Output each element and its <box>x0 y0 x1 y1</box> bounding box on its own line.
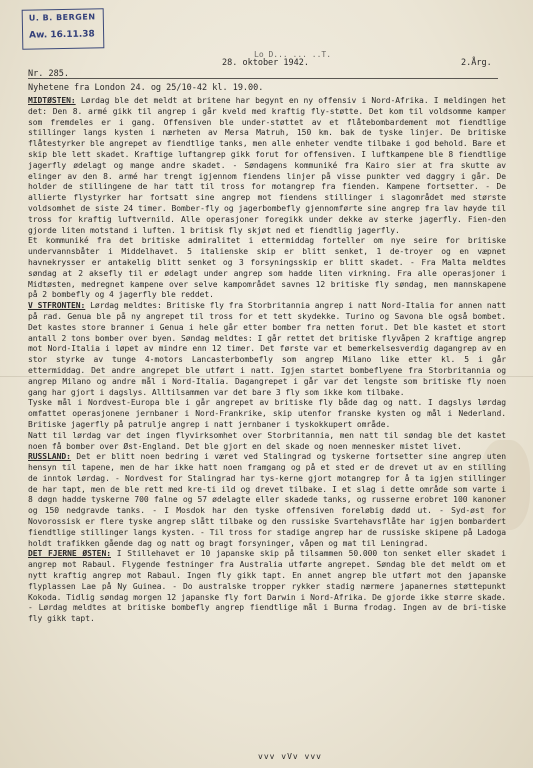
stamp-line-2: Aw. 16.11.38 <box>29 29 95 41</box>
issue-number: Nr. 285. <box>28 69 69 79</box>
closing-mark: vvv vVv vvv <box>258 752 322 761</box>
masthead-faint: Lo D... ... ..T. <box>254 50 332 59</box>
section-title: DET FJERNE ØSTEN: <box>28 549 111 559</box>
section-text: Tyske mål i Nordvest-Europa ble i går angrepet av britiske fly både dag og natt. I dagslys lørdag omfattet operasjonene jernbaner i Nord-Frankrike, skip utenfor franske kysten og mål i Nederland. Britiske jagerfly på patrulje angrep i natt jernbaner i tyskokkupert område. <box>28 398 506 429</box>
section-paragraph <box>28 549 506 625</box>
section-paragraph <box>28 301 506 398</box>
section-title: RUSSLAND: <box>28 452 71 462</box>
section-text: Lørdag meldtes: Britiske fly fra Storbritannia angrep i natt Nord-Italia for annen natt på rad. Genua ble på ny angrepet til tross for et tett skydekke. Turino og Savona ble også bombet. Det kastes store branner i Genua i hele går etter bomber fra netten forut. Det ble kastet et stort antall 2 tons bomber over byen. Søndag meldtes: I går rettet det britiske flyvåpen 2 kraftige angrep mot Nord-Italia i løpet av mindre enn 12 timer. Det første var et bemerkelsesverdig dagangrep av en stor styrke av tunge 4-motors Lancasterbombefly som angrep Milano like etter kl. 5 i går ettermiddag. Det andre angrepet ble utført i natt. Igjen startet bombeflyene fra Storbritannia og angrep Milano og andre mål i Nord-Italia. Dagangrepet i går var det lengste som britiske fly noen gang har gjort i dagslys. Alltilsammen var det bare 3 fly som ikke kom tilbake. <box>28 301 506 397</box>
section-text: Det er blitt noen bedring i været ved Stalingrad og tyskerne fortsetter sine angrep uten hensyn til tapene, men de har ikke hatt noen framgang og på et sted er de drevet ut av en stilling de inntok lørdag. - Nordvest for Stalingrad har tys-kerne gjort motangrep for å ta igjen stillinger de har tapt, men de ble rett med kre-ti ild og drevet tilbake. I et slag i dette område som varte i 8 døgn hadde tyskerne 700 falne og 57 ødelagte eller skadede tanks, og russerne erobret 100 kanoner og 150 nedgravde tanks. - I Mosdok har den tyske offensiven foreløbig dødd ut. - Syd-øst for Novorossisk er flere tyske angrep slått tilbake og den russiske Svartehavsflåte har igjen bombardert fiendtlige stillinger langs kysten. - Til tross for stadige angrep har de russiske skipene på Ladoga holdt trafikken gående dag og natt og bragt forsyninger, våpen og mat til Leningrad. <box>28 452 506 548</box>
section-text: Et kommuniké fra det britiske admiralitet i ettermiddag forteller om nye seire for britiske undervannsbåter i Middelhavet. 5 italienske skip er blitt senket, 1 de-troyer og en væpnet havnekrysser er antakelig blitt senket og 3 forsyningsskip er blitt skadet. - Fra Malta meldtes søndag at 2 aksefly til er ødelagt under angrep som hadde liten virkning. Fra alle operasjoner i Midtøsten, medregnet kampene over selve kampområdet savnes 12 britiske fly søndag, men mannskapene på 2 bombefly og 4 jagerfly ble reddet. <box>28 236 506 300</box>
stamp-line-1: U. B. BERGEN <box>28 12 96 23</box>
library-stamp <box>22 8 105 49</box>
section-paragraph <box>28 398 506 430</box>
issue-date: 28. oktober 1942. <box>222 58 309 68</box>
section-paragraph <box>28 452 506 549</box>
section-title: MIDTØSTEN: <box>28 96 76 105</box>
section-text: Lørdag ble det meldt at britene har begynt en ny offensiv i Nord-Afrika. I meldingen het det: Den 8. armé gikk til angrep i går kveld med kraftig fly-støtte. Det kom til voldsomme kamper som fremdeles er i gang. Offensiven ble under-støttet av et flåtebombardement mot fiendtlige stillinger langs kysten i nærheten av Mersa Matruh, 150 km. bak de tyske linjer. De britiske flåtestyrker ble angrepet av fiendtlige tanks, men alle enheter vendte tilbake i god behold. Bare et skip ble lett skadet. Kraftige luftangrep gikk forut for offensiven. I luftkampene ble 8 fiendtlige jagerfly ødelagt og mange andre skadet. - Søndagens kommuniké fra Kairo sier at fra skutte av elinger av den 8. armé har trengt igjennom fiendens linjer på visse punkter ved daggry i går. De holder de stillingene de har tatt til tross for motangrep fra fienden. Kampene fortsetter. - De allierte flystyrker har fortsatt sine angrep mot fiendens stillinger i slagområdet med største voldsomhet de siste 24 timer. Bomber-fly og jagerbombefly gjennomførte sine angrep fra lav høyde til tross for kraftig luftvernild. Alle operasjoner foregikk under dekke av sterke jagerfly. Fien-den gjorde liten motstand i luften. 1 britisk fly skjøt ned et fiendtlig jagerfly. <box>28 96 506 235</box>
header-rule <box>28 78 498 79</box>
section-text: I Stillehavet er 10 japanske skip på tilsammen 50.000 ton senket eller skadet i angrep mot Rabaul. Flygende festninger fra Australia utførte angrepet. Søndag ble det meldt om et nytt kraftig angrep mot Rabaul. Ingen fly gikk tapt. En annet angrep ble utført mot den japanske flyplassen Lae på Ny Guinea. - Do australske tropper rykker stadig nærmere japanernes støttepunkt Kokoda. Tidlig søndag morgen 12 japanske fly fort Darwin i Nord-Afrika. De gjorde ikke større skade. - Lørdag meldtes at britiske bombefly angrep fiendtlige mål i Burma frodag. Ingen av de bri-tiske fly gikk tapt. <box>28 549 506 624</box>
section-paragraph <box>28 236 506 301</box>
section-text: Natt til lørdag var det ingen flyvirksomhet over Storbritannia, men natt til søndag ble det kastet noen få bomber over Øst-England. Det ble gjort en del skade og noen mennesker mistet livet. <box>28 430 506 451</box>
section-paragraph <box>28 431 506 453</box>
news-headline: Nyhetene fra London 24. og 25/10-42 kl. 19.00. <box>28 83 264 93</box>
volume-year: 2.Årg. <box>461 58 492 68</box>
section-title: V STFRONTEN: <box>28 301 86 311</box>
section-paragraph <box>28 96 506 236</box>
news-body <box>28 96 506 625</box>
